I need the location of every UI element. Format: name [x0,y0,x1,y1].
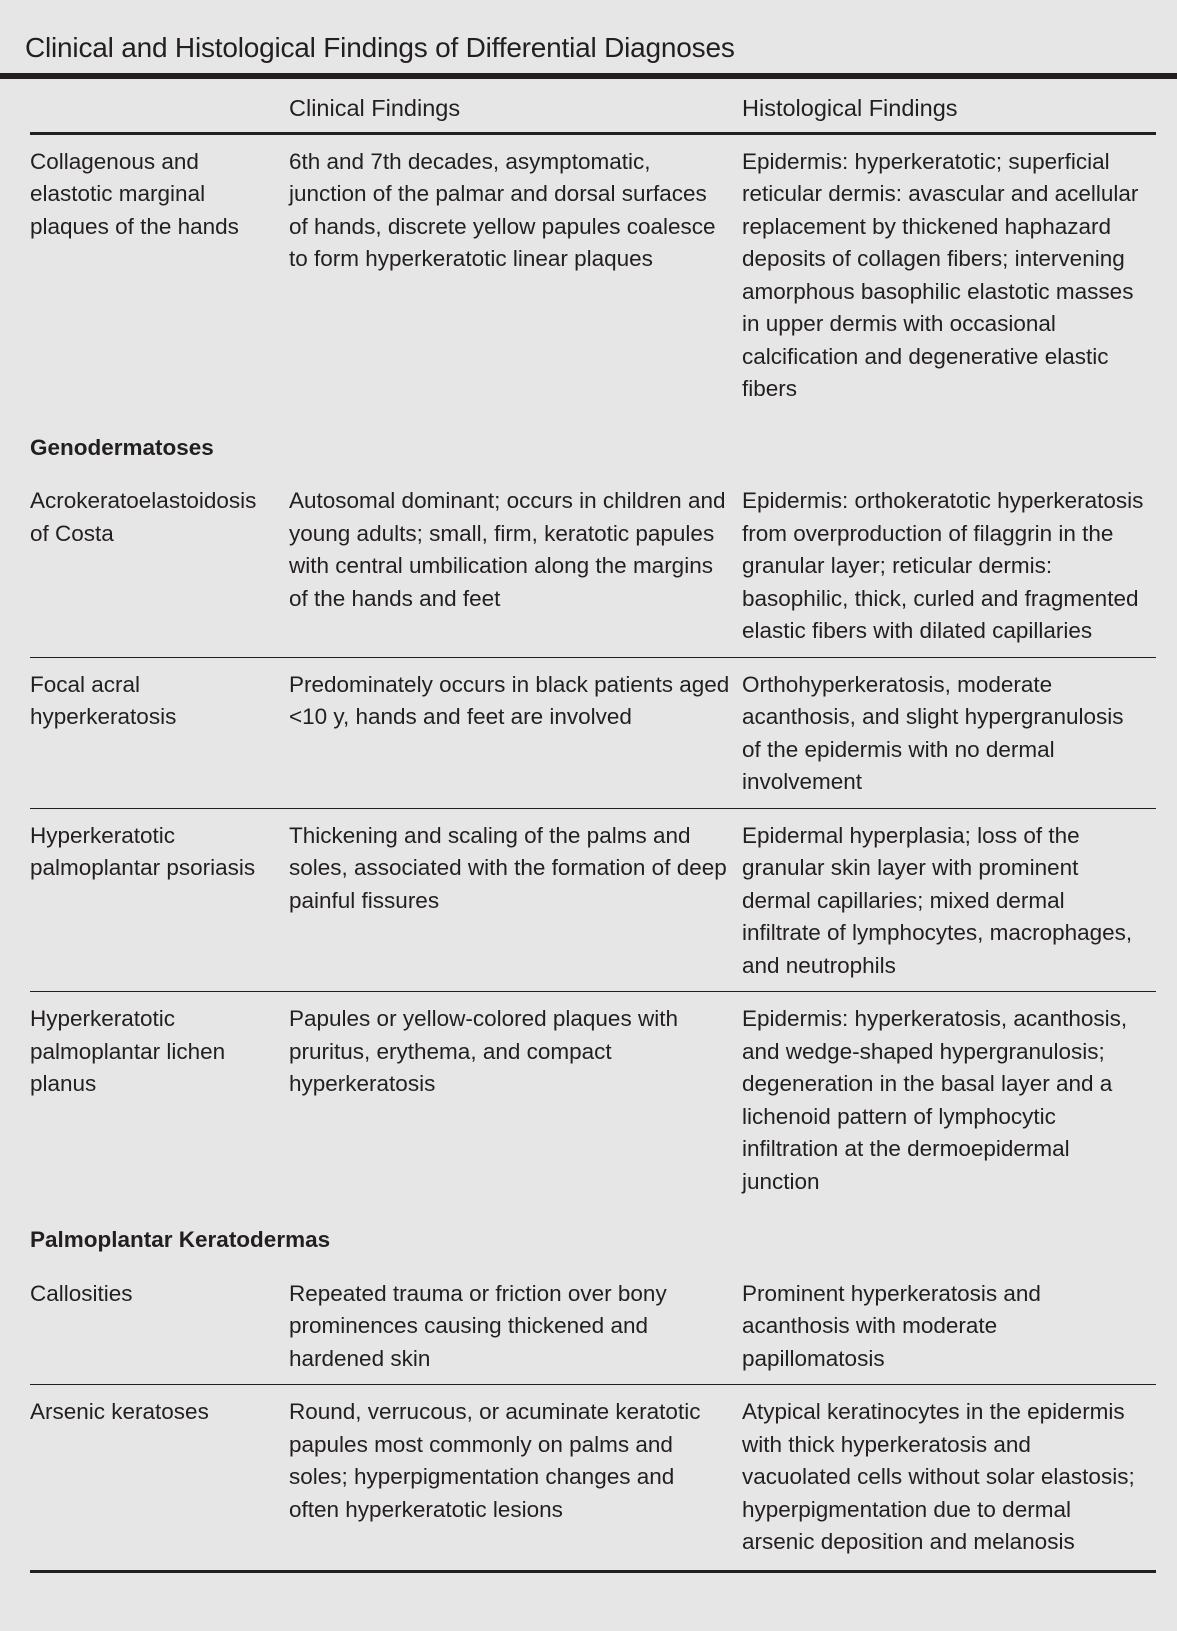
condition-cell: Collagenous and elastotic marginal plaques of the hands [30,148,239,239]
table-row [30,1267,1156,1385]
clinical-cell: Repeated trauma or friction over bony prominences causing thickened and hardened skin [289,1267,742,1385]
histological-cell: Epidermis: hyperkeratotic; superficial reticular dermis: avascular and acellular replacement by thickened haphazard deposits of collagen fibers; intervening amorphous basophilic elastotic masses in upper dermis with occasional calcification and degenerative elastic fibers [742,148,1139,401]
clinical-cell: Round, verrucous, or acuminate keratotic papules most commonly on palms and soles; hyperpigmentation changes and often hyperkeratotic lesions [289,1385,742,1572]
section-heading: Genodermatoses [30,434,214,460]
condition-cell: Hyperkeratotic palmoplantar lichen planus [30,1006,226,1096]
condition-cell: Focal acral hyperkeratosis [30,657,289,808]
table-row [30,992,1156,1208]
histological-cell: Epidermal hyperplasia; loss of the granular skin layer with prominent dermal capillaries; mixed dermal infiltrate of lymphocytes, macrophages, and neutrophils [742,808,1156,992]
histological-cell: Epidermis: orthokeratotic hyperkeratosis from overproduction of filaggrin in the granular layer; reticular dermis: basophilic, thick, curled and fragmented elastic fibers with dilated capillaries [742,474,1156,657]
table-header [30,88,1156,133]
histological-cell: Orthohyperkeratosis, moderate acanthosis, and slight hypergranulosis of the epidermis with no dermal involvement [742,657,1156,808]
section-row [30,415,1156,475]
table-row [30,1385,1156,1572]
table-body [30,133,1156,1571]
histological-cell: Epidermis: hyperkeratosis, acanthosis, and wedge-shaped hypergranulosis; degeneration in the basal layer and a lichenoid pattern of lymphocytic infiltration at the dermoepidermal junction [742,1006,1128,1194]
table-row [30,657,1156,808]
clinical-cell: 6th and 7th decades, asymptomatic, junction of the palmar and dorsal surfaces of hands, discrete yellow papules coalesce to form hyperkeratotic linear plaques [289,148,716,271]
table-row [30,474,1156,657]
header-row [30,88,1156,133]
header-histological-findings: Histological Findings [742,88,1156,133]
clinical-cell: Thickening and scaling of the palms and soles, associated with the formation of deep painful fissures [289,808,742,992]
condition-cell: Callosities [30,1267,289,1385]
clinical-cell: Autosomal dominant; occurs in children and young adults; small, firm, keratotic papules with central umbilication along the margins of the hands and feet [289,474,742,657]
condition-cell: Hyperkeratotic palmoplantar psoriasis [30,808,289,992]
table-row [30,808,1156,992]
table-title: Clinical and Histological Findings of Differential Diagnoses [25,32,735,63]
table-row [30,133,1156,415]
header-clinical-findings: Clinical Findings [289,88,742,133]
clinical-cell: Predominately occurs in black patients aged <10 y, hands and feet are involved [289,657,742,808]
section-row [30,1207,1156,1267]
histological-cell: Atypical keratinocytes in the epidermis with thick hyperkeratosis and vacuolated cells without solar elastosis; hyperpigmentation due to dermal arsenic deposition and melanosis [742,1385,1156,1572]
header-condition [30,88,289,133]
condition-cell: Acrokeratoelastoidosis of Costa [30,474,289,657]
section-heading: Palmoplantar Keratodermas [30,1227,331,1252]
findings-table [30,88,1156,1573]
title-rule [0,73,1177,79]
histological-cell: Prominent hyperkeratosis and acanthosis with moderate papillomatosis [742,1267,1156,1385]
clinical-cell: Papules or yellow-colored plaques with pruritus, erythema, and compact hyperkeratosis [289,1006,678,1096]
condition-cell: Arsenic keratoses [30,1385,289,1572]
